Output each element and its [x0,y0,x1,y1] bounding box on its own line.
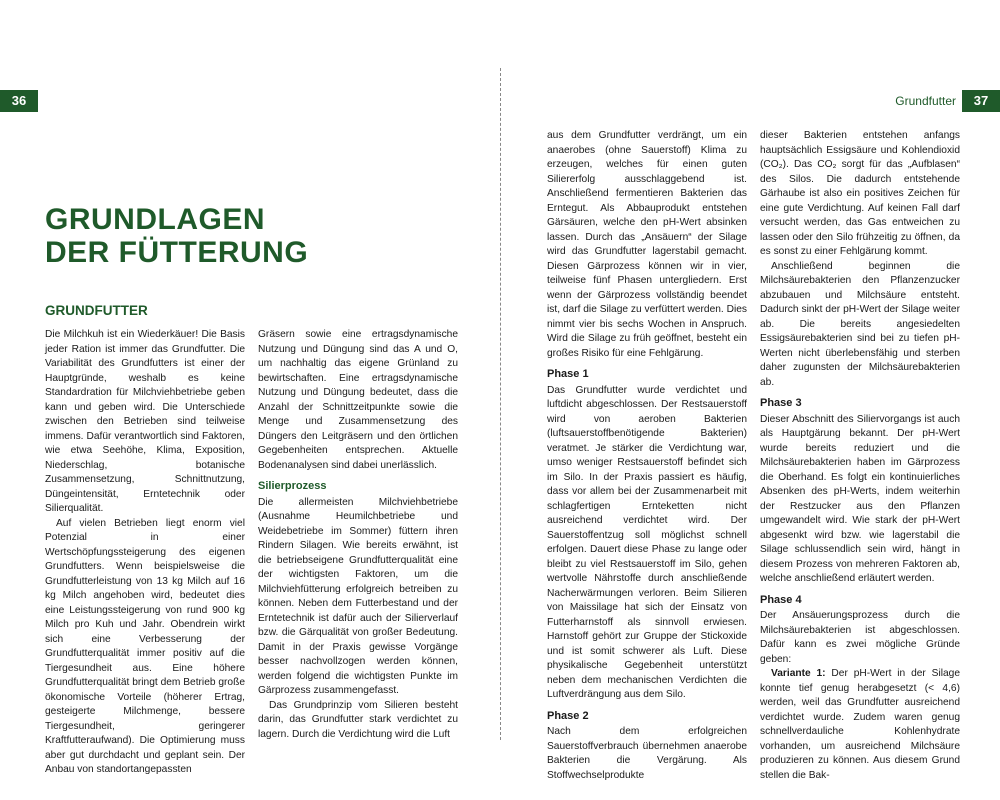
variant-label: Variante 1: [771,668,826,679]
page-number-right: 37 [962,90,1000,112]
paragraph: Die allermeisten Milchviehbetriebe (Ausnahme Heumilchbetriebe und Weidebetriebe im Sommer) füttern ihren Rindern Silagen. Wie bereits erwähnt, ist die betriebseigene Grundfutterqualität eine der wichtigsten Faktoren, um die Milchviehfütterung erfolgreich betreiben zu können. Neben dem Futterbestand und der Erntetechnik ist dafür auch der Silierverlauf bzw. die Gärqualität von großer Bedeutung. Damit in der Praxis gewisse Vorgänge besser nachvollzogen werden können, werden folgend die wichtigsten Punkte im Gärprozess zusammengefasst. [258,496,458,696]
text-column-4 [760,129,960,783]
paragraph: Die Milchkuh ist ein Wiederkäuer! Die Basis jeder Ration ist immer das Grundfutter. Die Variabilität des Grundfutters ist einer der Hauptgründe, weshalb es keine Standardration für Milchviehbetriebe geben kann und geben wird. Die Unterschiede zwischen den Betrieben sind teilweise immens. Dafür verantwortlich sind Faktoren, wie etwa Seehöhe, Klima, Exposition, Niederschlag, botanische Zusammensetzung, Schnittnutzung, Düngeintensität, Erntetechnik oder Silierqualität. [45,329,245,514]
paragraph: Das Grundprinzip vom Silieren besteht darin, das Grundfutter stark verdichtet zu lagern. Durch die Verdichtung wird die Luft [258,699,458,740]
paragraph-variante-1 [760,667,960,783]
paragraph: Das Grundfutter wurde verdichtet und luftdicht abgeschlossen. Der Restsauerstoff wird von aeroben Bakterien (luftsauerstoffbenötigende Bakterien) veratmet. Je stärker die Verdichtung war, umso weniger Restsauerstoff befindet sich im Silo. In der Praxis passiert es häufig, dass vor allem bei der Zusammenarbeit mit schlagfertigen Ernteketten nicht ausreichend verdichtet wird. Der Sauerstoffentzug soll möglichst schnell erfolgen. Dauert diese Phase zu lange oder bleibt zu viel Restsauerstoff im Silo, gehen wertvolle Nährstoffe durch anschließende Nacherwärmungen verloren. Beim Silieren von Maissilage hat sich der Einsatz von Futterharnstoff als sinnvoll erwiesen. Harnstoff gehört zur Gruppe der Stickoxide und ist somit schwerer als Luft. Diese physikalische Gegebenheit unterstützt neben dem mechanischen Verdichten die Luftverdrängung aus dem Silo. [547,384,747,700]
paragraph: Dieser Abschnitt des Siliervorgangs ist auch als Hauptgärung bekannt. Der pH-Wert wurde bereits reduziert und die Milchsäurebakterien haben im Gärprozess die Oberhand. Es folgt ein kontinuierliches Absenken des pH-Werts, indem weiterhin der Restzucker aus den Pflanzen umgewandelt wird. Wie stark der pH-Wert abgesenkt wird bzw. wie lagerstabil die Silage schlussendlich sein wird, hängt in diesem Prozess von mehreren Faktoren ab, welche anschließend erläutert werden. [760,413,960,584]
paragraph: dieser Bakterien entstehen anfangs hauptsächlich Essigsäure und Kohlendioxid (CO₂). Das CO₂ sorgt für das „Aufblasen“ des Silos. Die dadurch entstehende Gärhaube ist also ein positives Zeichen für eine gute Verdichtung. Auf keinen Fall darf versucht werden, das Gas entweichen zu lassen oder den Silo frühzeitig zu öffnen, da es sonst zu einer Fehlgärung kommt. [760,130,960,257]
text-column-2 [258,328,458,742]
subheading-silierprozess: Silierprozess [258,480,327,492]
page-gutter-divider [500,68,501,740]
paragraph: Gräsern sowie eine ertragsdynamische Nutzung und Düngung sind das A und O, um nachhaltig das eigene Grünland zu bewirtschaften. Eine ertragsdynamische Nutzung und Düngung bedeutet, dass die Anzahl der Schnittzeitpunkte sowie die Menge und Zusammensetzung des Düngers den Leitgräsern und den örtlichen Gegebenheiten entsprechen. Aktuelle Bodenanalysen sind dabei unerlässlich. [258,329,458,471]
chapter-title [45,203,465,269]
text-column-3 [547,129,747,783]
subheading-phase-1: Phase 1 [547,368,589,380]
variant-text: Der pH-Wert in der Silage konnte tief genug herabgesetzt (< 4,6) werden, weil das Grundfutter ausreichend verdichtet wurde. Zudem waren genug schnellverdauliche Kohlenhydrate vorhanden, um ausreichend Milchsäure produzieren zu können. Aus diesem Grund stellen die Bak- [760,668,960,781]
text-column-1 [45,328,245,778]
page-number-left: 36 [0,90,38,112]
running-head: Grundfutter [895,94,956,108]
subheading-phase-4: Phase 4 [760,593,802,606]
chapter-title-line1: GRUNDLAGEN [45,203,265,236]
paragraph: Anschließend beginnen die Milchsäurebakterien den Pflanzenzucker abzubauen und Milchsäure entsteht. Dadurch sinkt der pH-Wert der Silage weiter ab. Die bereits angesiedelten Essigsäurebakterien sind bei zu tiefen pH-Werten nicht überlebensfähig und sterben daher zugunsten der Milchsäurebakterien ab. [760,260,960,388]
section-title: GRUNDFUTTER [45,303,148,318]
paragraph: Der Ansäuerungsprozess durch die Milchsäurebakterien ist abgeschlossen. Dafür kann es zwei mögliche Gründe geben: [760,610,960,665]
paragraph: aus dem Grundfutter verdrängt, um ein anaerobes (ohne Sauerstoff) Klima zu erzeugen, welches für einen guten Siliererfolg ausschlaggebend ist. Anschließend fermentieren Bakterien das Erntegut. Als Abbauprodukt entstehen Gärsäuren, welche den pH-Wert absinken lassen. Durch das „Ansäuern“ der Silage wird das Grundfutter lagerstabil gemacht. Diesen Gärprozess können wir in vier, teilweise fünf Phasen untergliedern. Erst wenn der Gärprozess vollständig beendet ist, darf die Silage zu verfüttert werden. Dies nimmt vier bis sechs Wochen in Anspruch. Wird die Silage zu früh geöffnet, besteht ein großes Risiko für eine Fehlgärung. [547,130,747,359]
paragraph: Auf vielen Betrieben liegt enorm viel Potenzial in einer Wertschöpfungssteigerung des eigenen Grundfutters. Wenn beispielsweise die Grundfutterleistung von 13 kg Milch auf 16 kg Milch angehoben wird, bedeutet dies eine Leistungssteigerung von rund 900 kg Milch pro Kuh und Jahr. Obendrein wirkt sich eine Verbesserung der Grundfutterqualität immer positiv auf die Tiergesundheit aus. Eine höhere Grundfutterqualität bringt dem Betrieb große ökonomische Vorteile (höherer Ertrag, gesteigerte Milchmenge, bessere Tiergesundheit, geringerer Kraftfutteraufwand). Die Optimierung muss aber gut durchdacht und geplant sein. Der Anbau von standortangepassten [45,517,245,775]
paragraph: Nach dem erfolgreichen Sauerstoffverbrauch übernehmen anaerobe Bakterien die Vergärung. Als Stoffwechselprodukte [547,726,747,781]
chapter-title-line2: DER FÜTTERUNG [45,236,309,269]
subheading-phase-2: Phase 2 [547,709,589,722]
subheading-phase-3: Phase 3 [760,397,802,409]
